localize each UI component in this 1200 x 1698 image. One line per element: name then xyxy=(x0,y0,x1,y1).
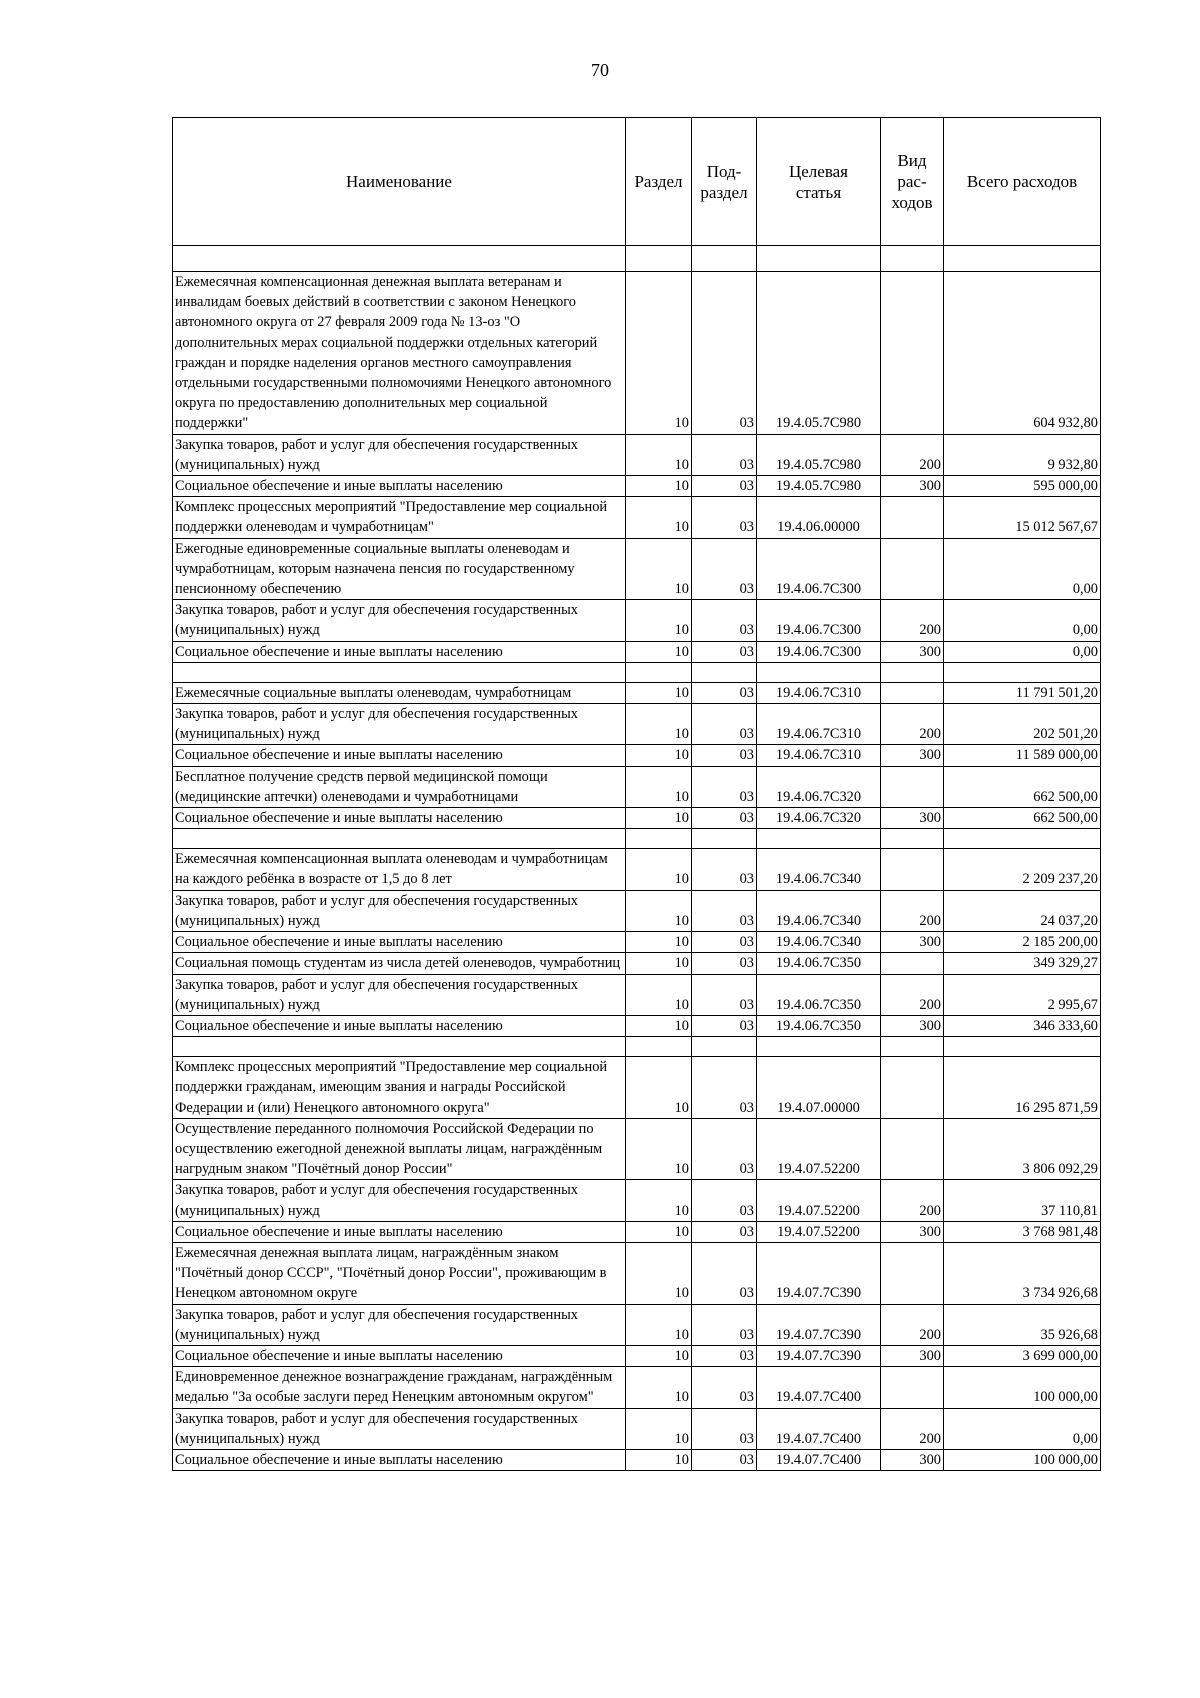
column-header-vsego-rashodov: Всего расходов xyxy=(944,118,1101,246)
table-row xyxy=(173,682,1101,703)
cell-vid-rashodov: 200 xyxy=(881,1408,944,1449)
cell-celevaya-statya xyxy=(757,1037,881,1057)
cell-name: Осуществление переданного полномочия Российской Федерации по осуществлению ежегодной денежной выплаты лицам, награждённым нагрудным знаком "Почётный донор России" xyxy=(173,1118,626,1180)
cell-vid-rashodov: 300 xyxy=(881,1015,944,1036)
cell-celevaya-statya: 19.4.06.7С350 xyxy=(757,974,881,1015)
cell-vsego-rashodov: 15 012 567,67 xyxy=(944,497,1101,538)
cell-celevaya-statya: 19.4.06.7С340 xyxy=(757,849,881,890)
cell-vid-rashodov xyxy=(881,272,944,435)
cell-name: Единовременное денежное вознаграждение гражданам, награждённым медалью "За особые заслуги перед Ненецким автономным округом" xyxy=(173,1367,626,1408)
cell-razdel: 10 xyxy=(626,272,692,435)
cell-vid-rashodov: 300 xyxy=(881,476,944,497)
cell-vid-rashodov xyxy=(881,829,944,849)
cell-name: Закупка товаров, работ и услуг для обеспечения государственных (муниципальных) нужд xyxy=(173,600,626,641)
cell-vid-rashodov: 300 xyxy=(881,1345,944,1366)
cell-name: Ежемесячная денежная выплата лицам, награждённым знаком "Почётный донор СССР", "Почётный донор России", проживающим в Ненецком автономном округе xyxy=(173,1242,626,1304)
cell-vsego-rashodov: 2 209 237,20 xyxy=(944,849,1101,890)
cell-razdel: 10 xyxy=(626,1449,692,1470)
table-row xyxy=(173,1242,1101,1304)
cell-celevaya-statya: 19.4.06.00000 xyxy=(757,497,881,538)
cell-razdel xyxy=(626,829,692,849)
cell-name xyxy=(173,1037,626,1057)
cell-razdel: 10 xyxy=(626,974,692,1015)
cell-vsego-rashodov: 3 768 981,48 xyxy=(944,1221,1101,1242)
table-row xyxy=(173,890,1101,931)
table-row xyxy=(173,1057,1101,1119)
cell-podrazdel: 03 xyxy=(692,745,757,766)
cell-vsego-rashodov: 3 699 000,00 xyxy=(944,1345,1101,1366)
cell-podrazdel: 03 xyxy=(692,476,757,497)
cell-name: Социальное обеспечение и иные выплаты населению xyxy=(173,1015,626,1036)
cell-celevaya-statya: 19.4.07.7С390 xyxy=(757,1304,881,1345)
table-row xyxy=(173,476,1101,497)
cell-vid-rashodov: 200 xyxy=(881,890,944,931)
cell-vsego-rashodov: 24 037,20 xyxy=(944,890,1101,931)
table-row xyxy=(173,1221,1101,1242)
cell-podrazdel: 03 xyxy=(692,1180,757,1221)
cell-name: Закупка товаров, работ и услуг для обеспечения государственных (муниципальных) нужд xyxy=(173,434,626,475)
cell-podrazdel xyxy=(692,829,757,849)
table-row xyxy=(173,808,1101,829)
cell-celevaya-statya: 19.4.07.52200 xyxy=(757,1180,881,1221)
cell-celevaya-statya: 19.4.05.7С980 xyxy=(757,272,881,435)
cell-vsego-rashodov xyxy=(944,1037,1101,1057)
cell-podrazdel: 03 xyxy=(692,704,757,745)
cell-vsego-rashodov xyxy=(944,662,1101,682)
cell-name: Бесплатное получение средств первой медицинской помощи (медицинские аптечки) оленеводами и чумработницами xyxy=(173,766,626,807)
cell-vid-rashodov: 200 xyxy=(881,1180,944,1221)
table-body xyxy=(173,246,1101,1471)
cell-razdel: 10 xyxy=(626,1408,692,1449)
cell-razdel: 10 xyxy=(626,849,692,890)
cell-razdel: 10 xyxy=(626,1057,692,1119)
cell-podrazdel: 03 xyxy=(692,434,757,475)
cell-razdel: 10 xyxy=(626,1118,692,1180)
cell-name: Закупка товаров, работ и услуг для обеспечения государственных (муниципальных) нужд xyxy=(173,974,626,1015)
cell-vsego-rashodov: 11 589 000,00 xyxy=(944,745,1101,766)
cell-celevaya-statya: 19.4.06.7С350 xyxy=(757,953,881,974)
cell-razdel xyxy=(626,1037,692,1057)
cell-vid-rashodov: 200 xyxy=(881,434,944,475)
cell-razdel: 10 xyxy=(626,1242,692,1304)
cell-name: Социальное обеспечение и иные выплаты населению xyxy=(173,641,626,662)
cell-podrazdel: 03 xyxy=(692,682,757,703)
cell-celevaya-statya xyxy=(757,246,881,272)
cell-razdel xyxy=(626,662,692,682)
table-row xyxy=(173,953,1101,974)
cell-podrazdel: 03 xyxy=(692,1367,757,1408)
cell-celevaya-statya: 19.4.06.7С340 xyxy=(757,890,881,931)
cell-celevaya-statya: 19.4.07.00000 xyxy=(757,1057,881,1119)
cell-name xyxy=(173,829,626,849)
cell-celevaya-statya: 19.4.06.7С310 xyxy=(757,704,881,745)
cell-celevaya-statya xyxy=(757,662,881,682)
cell-vsego-rashodov: 0,00 xyxy=(944,538,1101,600)
cell-vsego-rashodov: 0,00 xyxy=(944,1408,1101,1449)
cell-podrazdel: 03 xyxy=(692,890,757,931)
cell-celevaya-statya: 19.4.06.7С310 xyxy=(757,745,881,766)
cell-vid-rashodov xyxy=(881,953,944,974)
cell-razdel: 10 xyxy=(626,1367,692,1408)
cell-vid-rashodov: 300 xyxy=(881,1221,944,1242)
table-row xyxy=(173,974,1101,1015)
cell-celevaya-statya: 19.4.07.52200 xyxy=(757,1118,881,1180)
cell-name: Социальное обеспечение и иные выплаты населению xyxy=(173,1345,626,1366)
cell-vsego-rashodov: 346 333,60 xyxy=(944,1015,1101,1036)
cell-name: Закупка товаров, работ и услуг для обеспечения государственных (муниципальных) нужд xyxy=(173,704,626,745)
cell-razdel: 10 xyxy=(626,890,692,931)
table-row xyxy=(173,600,1101,641)
table-row xyxy=(173,272,1101,435)
cell-name: Ежемесячная компенсационная выплата оленеводам и чумработницам на каждого ребёнка в возрасте от 1,5 до 8 лет xyxy=(173,849,626,890)
cell-vsego-rashodov: 595 000,00 xyxy=(944,476,1101,497)
column-header-celevaya-statya: Целевая статья xyxy=(757,118,881,246)
cell-razdel: 10 xyxy=(626,497,692,538)
table-row xyxy=(173,538,1101,600)
table-row xyxy=(173,434,1101,475)
cell-podrazdel: 03 xyxy=(692,932,757,953)
cell-name: Комплекс процессных мероприятий "Предоставление мер социальной поддержки гражданам, имеющим звания и награды Российской Федерации и (или) Ненецкого автономного округа" xyxy=(173,1057,626,1119)
cell-vid-rashodov: 200 xyxy=(881,1304,944,1345)
cell-celevaya-statya: 19.4.06.7С320 xyxy=(757,766,881,807)
table-row xyxy=(173,932,1101,953)
cell-podrazdel: 03 xyxy=(692,974,757,1015)
cell-podrazdel: 03 xyxy=(692,538,757,600)
cell-celevaya-statya: 19.4.07.7С390 xyxy=(757,1242,881,1304)
cell-vid-rashodov xyxy=(881,766,944,807)
cell-vsego-rashodov xyxy=(944,246,1101,272)
column-header-vid-rashodov: Вид рас- ходов xyxy=(881,118,944,246)
cell-vsego-rashodov: 0,00 xyxy=(944,600,1101,641)
cell-podrazdel: 03 xyxy=(692,1057,757,1119)
cell-celevaya-statya xyxy=(757,829,881,849)
cell-vid-rashodov: 200 xyxy=(881,974,944,1015)
cell-vid-rashodov xyxy=(881,682,944,703)
cell-vsego-rashodov: 662 500,00 xyxy=(944,808,1101,829)
cell-vsego-rashodov: 11 791 501,20 xyxy=(944,682,1101,703)
cell-razdel: 10 xyxy=(626,1221,692,1242)
cell-vsego-rashodov: 202 501,20 xyxy=(944,704,1101,745)
cell-podrazdel: 03 xyxy=(692,1345,757,1366)
cell-vid-rashodov xyxy=(881,849,944,890)
cell-vid-rashodov xyxy=(881,1037,944,1057)
spacer-row xyxy=(173,1037,1101,1057)
cell-podrazdel: 03 xyxy=(692,1242,757,1304)
table-row xyxy=(173,1408,1101,1449)
cell-celevaya-statya: 19.4.06.7С300 xyxy=(757,538,881,600)
cell-vsego-rashodov: 16 295 871,59 xyxy=(944,1057,1101,1119)
cell-razdel: 10 xyxy=(626,932,692,953)
cell-podrazdel: 03 xyxy=(692,1408,757,1449)
table-header-row xyxy=(173,118,1101,246)
cell-vid-rashodov: 300 xyxy=(881,1449,944,1470)
page-number: 70 xyxy=(591,60,609,80)
cell-razdel: 10 xyxy=(626,538,692,600)
cell-name: Социальное обеспечение и иные выплаты населению xyxy=(173,1449,626,1470)
spacer-row xyxy=(173,662,1101,682)
column-header-name: Наименование xyxy=(173,118,626,246)
cell-name: Социальное обеспечение и иные выплаты населению xyxy=(173,808,626,829)
cell-vsego-rashodov: 35 926,68 xyxy=(944,1304,1101,1345)
table-row xyxy=(173,745,1101,766)
cell-vsego-rashodov: 2 995,67 xyxy=(944,974,1101,1015)
cell-celevaya-statya: 19.4.07.7С400 xyxy=(757,1367,881,1408)
cell-celevaya-statya: 19.4.06.7С320 xyxy=(757,808,881,829)
cell-name: Социальное обеспечение и иные выплаты населению xyxy=(173,932,626,953)
spacer-row xyxy=(173,246,1101,272)
cell-razdel: 10 xyxy=(626,434,692,475)
cell-vid-rashodov xyxy=(881,1118,944,1180)
cell-podrazdel: 03 xyxy=(692,1015,757,1036)
cell-podrazdel: 03 xyxy=(692,1304,757,1345)
cell-razdel: 10 xyxy=(626,808,692,829)
table-row xyxy=(173,1118,1101,1180)
table-row xyxy=(173,1367,1101,1408)
cell-name: Социальное обеспечение и иные выплаты населению xyxy=(173,1221,626,1242)
budget-table xyxy=(172,117,1101,1471)
table-row xyxy=(173,1449,1101,1470)
table-row xyxy=(173,641,1101,662)
cell-name: Закупка товаров, работ и услуг для обеспечения государственных (муниципальных) нужд xyxy=(173,1180,626,1221)
cell-razdel: 10 xyxy=(626,1304,692,1345)
cell-name: Социальное обеспечение и иные выплаты населению xyxy=(173,476,626,497)
table-row xyxy=(173,1015,1101,1036)
cell-name: Комплекс процессных мероприятий "Предоставление мер социальной поддержки оленеводам и чумработницам" xyxy=(173,497,626,538)
cell-podrazdel: 03 xyxy=(692,600,757,641)
cell-vsego-rashodov: 3 806 092,29 xyxy=(944,1118,1101,1180)
cell-vsego-rashodov: 100 000,00 xyxy=(944,1367,1101,1408)
cell-vsego-rashodov: 604 932,80 xyxy=(944,272,1101,435)
cell-razdel: 10 xyxy=(626,476,692,497)
cell-podrazdel xyxy=(692,1037,757,1057)
cell-celevaya-statya: 19.4.07.7С400 xyxy=(757,1408,881,1449)
cell-vid-rashodov xyxy=(881,1367,944,1408)
cell-celevaya-statya: 19.4.05.7С980 xyxy=(757,434,881,475)
table-row xyxy=(173,1345,1101,1366)
cell-vsego-rashodov: 0,00 xyxy=(944,641,1101,662)
cell-vid-rashodov: 300 xyxy=(881,932,944,953)
cell-vid-rashodov xyxy=(881,497,944,538)
table-row xyxy=(173,849,1101,890)
cell-vid-rashodov xyxy=(881,662,944,682)
spacer-row xyxy=(173,829,1101,849)
cell-name: Ежемесячные социальные выплаты оленеводам, чумработницам xyxy=(173,682,626,703)
cell-celevaya-statya: 19.4.06.7С350 xyxy=(757,1015,881,1036)
cell-vsego-rashodov xyxy=(944,829,1101,849)
cell-name: Социальное обеспечение и иные выплаты населению xyxy=(173,745,626,766)
table-row xyxy=(173,497,1101,538)
cell-podrazdel: 03 xyxy=(692,766,757,807)
cell-vid-rashodov: 300 xyxy=(881,641,944,662)
cell-vsego-rashodov: 37 110,81 xyxy=(944,1180,1101,1221)
cell-razdel: 10 xyxy=(626,1015,692,1036)
cell-razdel: 10 xyxy=(626,1180,692,1221)
cell-vsego-rashodov: 662 500,00 xyxy=(944,766,1101,807)
cell-name: Социальная помощь студентам из числа детей оленеводов, чумработниц xyxy=(173,953,626,974)
cell-razdel: 10 xyxy=(626,600,692,641)
cell-vsego-rashodov: 100 000,00 xyxy=(944,1449,1101,1470)
cell-name: Ежегодные единовременные социальные выплаты оленеводам и чумработницам, которым назначена пенсия по государственному пенсионному обеспечению xyxy=(173,538,626,600)
cell-celevaya-statya: 19.4.05.7С980 xyxy=(757,476,881,497)
table-row xyxy=(173,1304,1101,1345)
cell-podrazdel: 03 xyxy=(692,849,757,890)
cell-vid-rashodov: 300 xyxy=(881,745,944,766)
cell-razdel: 10 xyxy=(626,745,692,766)
cell-razdel: 10 xyxy=(626,1345,692,1366)
cell-name: Закупка товаров, работ и услуг для обеспечения государственных (муниципальных) нужд xyxy=(173,1304,626,1345)
cell-razdel: 10 xyxy=(626,641,692,662)
cell-vsego-rashodov: 2 185 200,00 xyxy=(944,932,1101,953)
cell-vid-rashodov: 200 xyxy=(881,600,944,641)
cell-podrazdel: 03 xyxy=(692,272,757,435)
cell-celevaya-statya: 19.4.07.7С400 xyxy=(757,1449,881,1470)
cell-podrazdel: 03 xyxy=(692,808,757,829)
cell-podrazdel: 03 xyxy=(692,953,757,974)
cell-razdel: 10 xyxy=(626,704,692,745)
cell-razdel xyxy=(626,246,692,272)
cell-celevaya-statya: 19.4.06.7С300 xyxy=(757,600,881,641)
cell-celevaya-statya: 19.4.06.7С310 xyxy=(757,682,881,703)
cell-vid-rashodov xyxy=(881,1242,944,1304)
cell-celevaya-statya: 19.4.07.52200 xyxy=(757,1221,881,1242)
cell-podrazdel: 03 xyxy=(692,1449,757,1470)
cell-vid-rashodov xyxy=(881,1057,944,1119)
cell-vid-rashodov xyxy=(881,246,944,272)
cell-name: Закупка товаров, работ и услуг для обеспечения государственных (муниципальных) нужд xyxy=(173,1408,626,1449)
cell-podrazdel xyxy=(692,662,757,682)
cell-podrazdel: 03 xyxy=(692,641,757,662)
cell-celevaya-statya: 19.4.07.7С390 xyxy=(757,1345,881,1366)
table-row xyxy=(173,1180,1101,1221)
cell-celevaya-statya: 19.4.06.7С300 xyxy=(757,641,881,662)
cell-name xyxy=(173,662,626,682)
cell-razdel: 10 xyxy=(626,953,692,974)
cell-podrazdel: 03 xyxy=(692,497,757,538)
cell-podrazdel xyxy=(692,246,757,272)
cell-name: Ежемесячная компенсационная денежная выплата ветеранам и инвалидам боевых действий в соответствии с законом Ненецкого автономного округа от 27 февраля 2009 года № 13-оз "О дополнительных мерах социальной поддержки отдельных категорий граждан и порядке наделения органов местного самоуправления отдельными государственными полномочиями Ненецкого автономного округа по предоставлению дополнительных мер социальной поддержки" xyxy=(173,272,626,435)
cell-podrazdel: 03 xyxy=(692,1118,757,1180)
cell-celevaya-statya: 19.4.06.7С340 xyxy=(757,932,881,953)
table-row xyxy=(173,766,1101,807)
cell-vsego-rashodov: 3 734 926,68 xyxy=(944,1242,1101,1304)
column-header-podrazdel: Под- раздел xyxy=(692,118,757,246)
cell-name xyxy=(173,246,626,272)
table-row xyxy=(173,704,1101,745)
cell-vid-rashodov xyxy=(881,538,944,600)
cell-vsego-rashodov: 349 329,27 xyxy=(944,953,1101,974)
cell-vid-rashodov: 300 xyxy=(881,808,944,829)
column-header-razdel: Раздел xyxy=(626,118,692,246)
cell-razdel: 10 xyxy=(626,682,692,703)
cell-name: Закупка товаров, работ и услуг для обеспечения государственных (муниципальных) нужд xyxy=(173,890,626,931)
cell-vid-rashodov: 200 xyxy=(881,704,944,745)
cell-razdel: 10 xyxy=(626,766,692,807)
cell-vsego-rashodov: 9 932,80 xyxy=(944,434,1101,475)
cell-podrazdel: 03 xyxy=(692,1221,757,1242)
